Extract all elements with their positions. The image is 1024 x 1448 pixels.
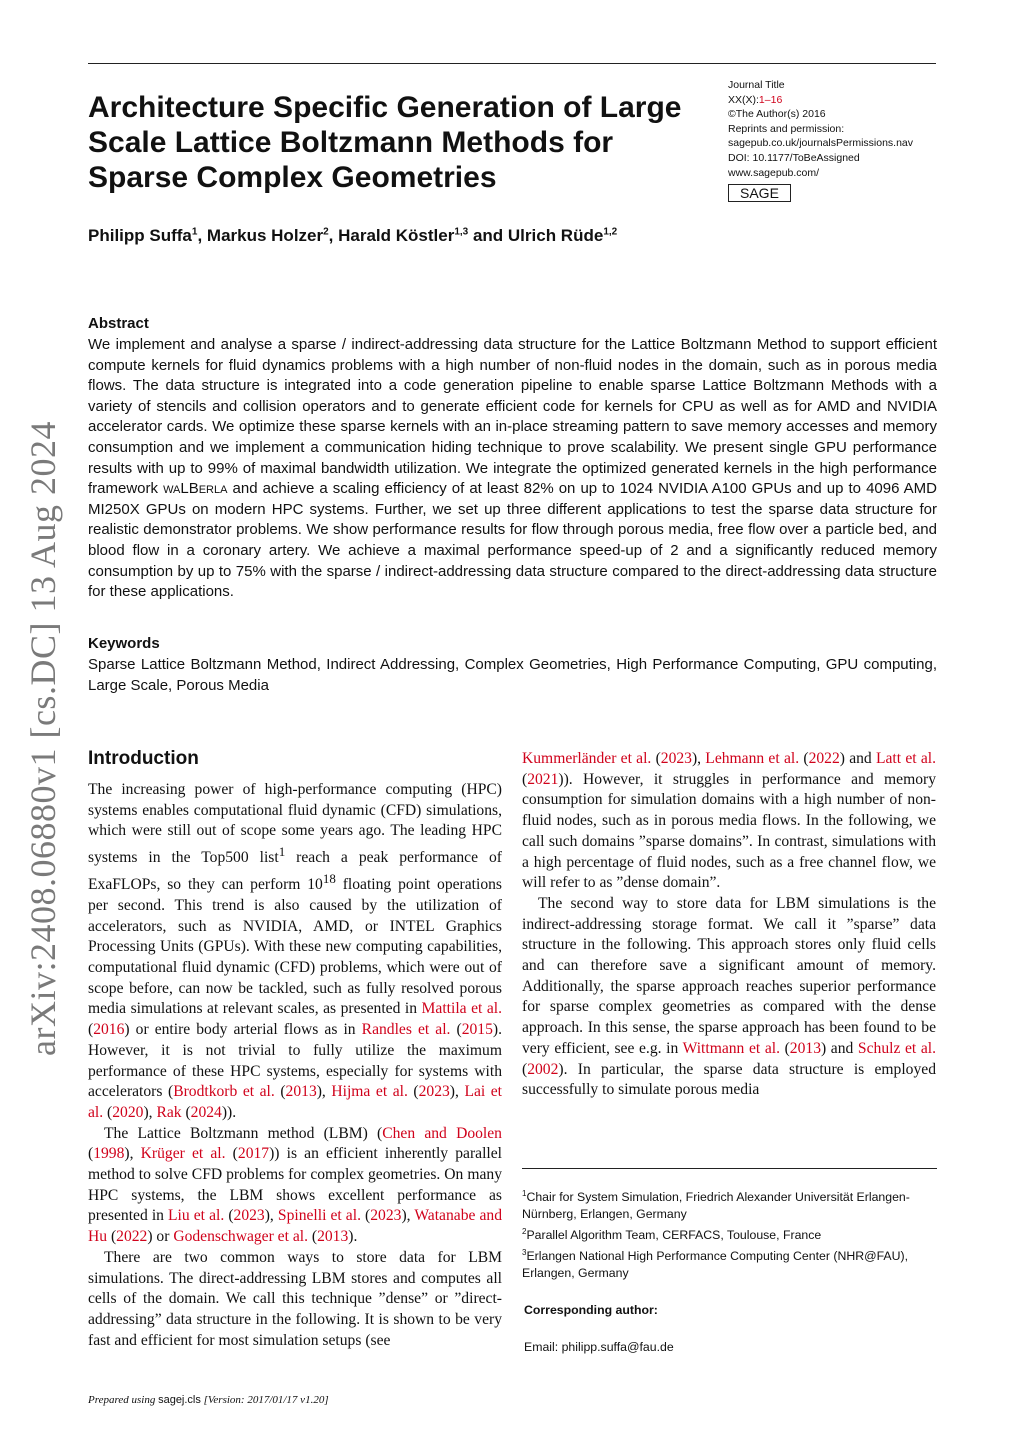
footnote-item: $^1$Chair for System Simulation, Friedrich Alexander Universität Erlangen-Nürnberg, Erlangen, Germany <box>522 1189 910 1222</box>
journal-copyright: ©The Author(s) 2016 <box>728 108 826 121</box>
author-name: Ulrich Rüde <box>507 226 604 245</box>
citation-link[interactable]: Mattila et al. <box>421 1000 502 1018</box>
journal-permissions-url: sagepub.co.uk/journalsPermissions.nav <box>728 137 914 150</box>
framework-name: waLBerla <box>163 480 228 498</box>
corresponding-author-heading: Corresponding author: <box>524 1303 658 1317</box>
author-list: Philipp Suffa$^1$, Markus Holzer$^2$, Harald Köstler$^{1,3}$ and Ulrich Rüde$^{1,2}$ <box>88 226 618 245</box>
paragraph: The second way to store data for LBM simulations is the indirect-addressing storage format. We call it ”sparse” data structure in the following. This approach stores only fluid cells and can therefore save a significant amount of memory. Additionally, the sparse approach reaches superior performance for sparse complex geometries as compared with the dense approach. In this sense, the sparse approach has been found to be very efficient, see e.g. in Wittmann et al. (2013) and Schulz et al. (2002). In particular, the sparse data structure is employed successfully to simulate porous media <box>522 894 936 1099</box>
author-name: Harald Köstler <box>338 226 455 245</box>
author-affiliation: 1,2 <box>603 226 618 238</box>
body-left-column <box>88 780 502 1351</box>
citation-year-link[interactable]: 2024 <box>190 1103 222 1121</box>
citation-year-link[interactable]: 2022 <box>116 1228 148 1246</box>
citation-link[interactable]: Brodtkorb et al. <box>173 1083 275 1101</box>
citation-year-link[interactable]: 2016 <box>93 1021 125 1039</box>
prepared-using-note: Prepared using sagej.cls [Version: 2017/01/17 v1.20] <box>88 1394 329 1406</box>
citation-link[interactable]: Latt et al. <box>875 750 936 767</box>
citation-year-link[interactable]: 2013 <box>317 1228 349 1246</box>
citation-year-link[interactable]: 2023 <box>418 1083 450 1101</box>
journal-reprints: Reprints and permission: <box>728 122 845 135</box>
citation-year-link[interactable]: 2020 <box>112 1103 144 1121</box>
citation-link[interactable]: Randles et al. <box>361 1021 451 1039</box>
citation-link[interactable]: Watanabe and Hu <box>88 1207 502 1246</box>
citation-year-link[interactable]: 2017 <box>237 1145 270 1163</box>
citation-link[interactable]: Kummerländer et al. <box>522 750 652 767</box>
citation-link[interactable]: Krüger et al. <box>140 1145 226 1163</box>
citation-year-link[interactable]: 2023 <box>370 1207 402 1225</box>
paragraph: The increasing power of high-performance computing (HPC) systems enables computational fluid dynamic (CFD) simulations, which were still out of scope some years ago. The leading HPC systems in the Top500 list$^1$ reach a peak performance of ExaFLOPs, so they can perform $10^{18}$ floating point operations per second. This trend is also caused by the utilization of accelerators, such as NVIDIA, AMD, or INTEL Graphics Processing Units (GPUs). With these new computing capabilities, computational fluid dynamic (CFD) problems, which were out of scope before, can now be tackled, such as fully resolved porous media simulations at relevant scales, as presented in Mattila et al. (2016) or entire body arterial flows as in Randles et al. (2015). However, it is not trivial to fully utilize the maximum performance of these HPC systems, especially for systems with accelerators (Brodtkorb et al. (2013), Hijma et al. (2023), Lai et al. (2020), Rak (2024)). <box>88 781 503 1121</box>
body-right-column <box>522 749 936 1101</box>
author-name: Philipp Suffa <box>88 226 192 245</box>
footnote-item: $^3$Erlangen National High Performance Computing Center (NHR@FAU), Erlangen, Germany <box>522 1248 908 1281</box>
footnote-marker[interactable]: 1 <box>278 844 286 860</box>
citation-year-link[interactable]: 2013 <box>789 1039 821 1057</box>
citation-link[interactable]: Chen and Doolen <box>382 1124 502 1142</box>
citation-link[interactable]: Schulz et al. <box>857 1039 936 1057</box>
citation-link[interactable]: Lehmann et al. <box>705 750 800 767</box>
journal-name: Journal Title <box>728 79 785 91</box>
affiliation-footnotes <box>522 1185 940 1282</box>
paragraph-continued: Kummerländer et al. (2023), Lehmann et al. (2022) and Latt et al. (2021)). However, it struggles in performance and memory consumption for simulation domains with a high number of non-fluid nodes, such as in porous media flows. In the following, we call such domains ”sparse domains”. In contrast, simulations with a high percentage of fluid nodes, such as a free channel flow, we will refer to as ”dense domain”. <box>522 750 936 892</box>
top-rule <box>88 63 936 64</box>
author-affiliation: 1 <box>191 226 198 238</box>
citation-link[interactable]: Liu et al. <box>168 1207 225 1225</box>
journal-website: www.sagepub.com/ <box>728 166 820 179</box>
citation-year-link[interactable]: 2022 <box>808 750 840 767</box>
footnote-item: $^2$Parallel Algorithm Team, CERFACS, Toulouse, France <box>522 1227 822 1243</box>
paragraph: There are two common ways to store data for LBM simulations. The direct-addressing LBM stores and computes all cells of the domain. We call this technique ”dense” or ”direct-addressing” data structure in the following. It is shown to be very fast and efficient for most simulation setups (see <box>88 1248 502 1349</box>
citation-year-link[interactable]: 2021 <box>527 770 559 788</box>
citation-year-link[interactable]: 2013 <box>285 1083 317 1101</box>
keywords-heading: Keywords <box>88 635 160 652</box>
citation-link[interactable]: Hijma et al. <box>331 1083 408 1101</box>
citation-link[interactable]: Lai et al. <box>88 1083 503 1121</box>
citation-link[interactable]: Spinelli et al. <box>277 1207 361 1225</box>
citation-link[interactable]: Rak <box>156 1103 182 1121</box>
abstract-text: We implement and analyse a sparse / indirect-addressing data structure for the Lattice Boltzmann Method to support efficient compute kernels for fluid dynamics problems with a high number of non-fluid nodes in the domain, such as in porous media flows. The data structure is integrated into a code generation pipeline to enable sparse Lattice Boltzmann Methods with a variety of stencils and collision operators and to generate efficient code for kernels for CPU as well as for AMD and NVIDIA accelerator cards. We optimize these sparse kernels with an in-place streaming pattern to save memory accesses and memory consumption and we implement a communication hiding technique to prove scalability. We present single GPU performance results with up to 99% of maximal bandwidth utilization. We integrate the optimized generated kernels in the high performance framework waLBerla and achieve a scaling efficiency of at least 82% on up to 1024 NVIDIA A100 GPUs and up to 4096 AMD MI250X GPUs on modern HPC systems. Further, we set up three different applications to test the sparse data structure for realistic demonstrator problems. We show performance results for flow through porous media, free flow over a particle bed, and blood flow in a coronary artery. We achieve a maximal performance speed-up of 2 and a significantly reduced memory consumption by up to 75% with the sparse / indirect-addressing data structure compared to the direct-addressing data structure for these applications. <box>88 336 937 601</box>
journal-doi: DOI: 10.1177/ToBeAssigned <box>728 151 860 164</box>
author-affiliation: 2 <box>323 226 329 238</box>
class-file-name: sagej.cls <box>158 1394 201 1406</box>
footnote-rule <box>522 1168 937 1169</box>
citation-year-link[interactable]: 2015 <box>461 1021 493 1039</box>
citation-link[interactable]: Godenschwager et al. <box>173 1228 308 1246</box>
arxiv-stamp: arXiv:2408.06880v1 [cs.DC] 13 Aug 2024 <box>23 421 63 1056</box>
publisher-logo: SAGE <box>728 184 791 202</box>
journal-pages-link[interactable]: 1–16 <box>758 93 783 106</box>
citation-link[interactable]: Wittmann et al. <box>682 1039 780 1057</box>
corresponding-author-email[interactable]: Email: philipp.suffa@fau.de <box>524 1340 674 1354</box>
keywords-text: Sparse Lattice Boltzmann Method, Indirect Addressing, Complex Geometries, High Performance Computing, GPU computing, Large Scale, Porous Media <box>88 656 937 694</box>
introduction-heading: Introduction <box>88 748 199 769</box>
journal-info <box>728 78 948 203</box>
journal-volume: XX(X):1–16 <box>728 93 783 106</box>
author-name: Markus Holzer <box>206 226 324 245</box>
paper-title: Architecture Specific Generation of Large Scale Lattice Boltzmann Methods for Sparse Complex Geometries <box>88 91 682 194</box>
author-affiliation: 1,3 <box>454 226 469 238</box>
abstract-heading: Abstract <box>88 315 149 332</box>
citation-year-link[interactable]: 2002 <box>527 1060 559 1078</box>
citation-year-link[interactable]: 2023 <box>233 1207 265 1225</box>
citation-year-link[interactable]: 1998 <box>93 1145 125 1163</box>
paragraph: The Lattice Boltzmann method (LBM) (Chen and Doolen (1998), Krüger et al. (2017)) is an efficient inherently parallel method to solve CFD problems for complex geometries. On many HPC systems, the LBM shows excellent performance as presented in Liu et al. (2023), Spinelli et al. (2023), Watanabe and Hu (2022) or Godenschwager et al. (2013). <box>88 1124 503 1246</box>
citation-year-link[interactable]: 2023 <box>660 750 692 767</box>
